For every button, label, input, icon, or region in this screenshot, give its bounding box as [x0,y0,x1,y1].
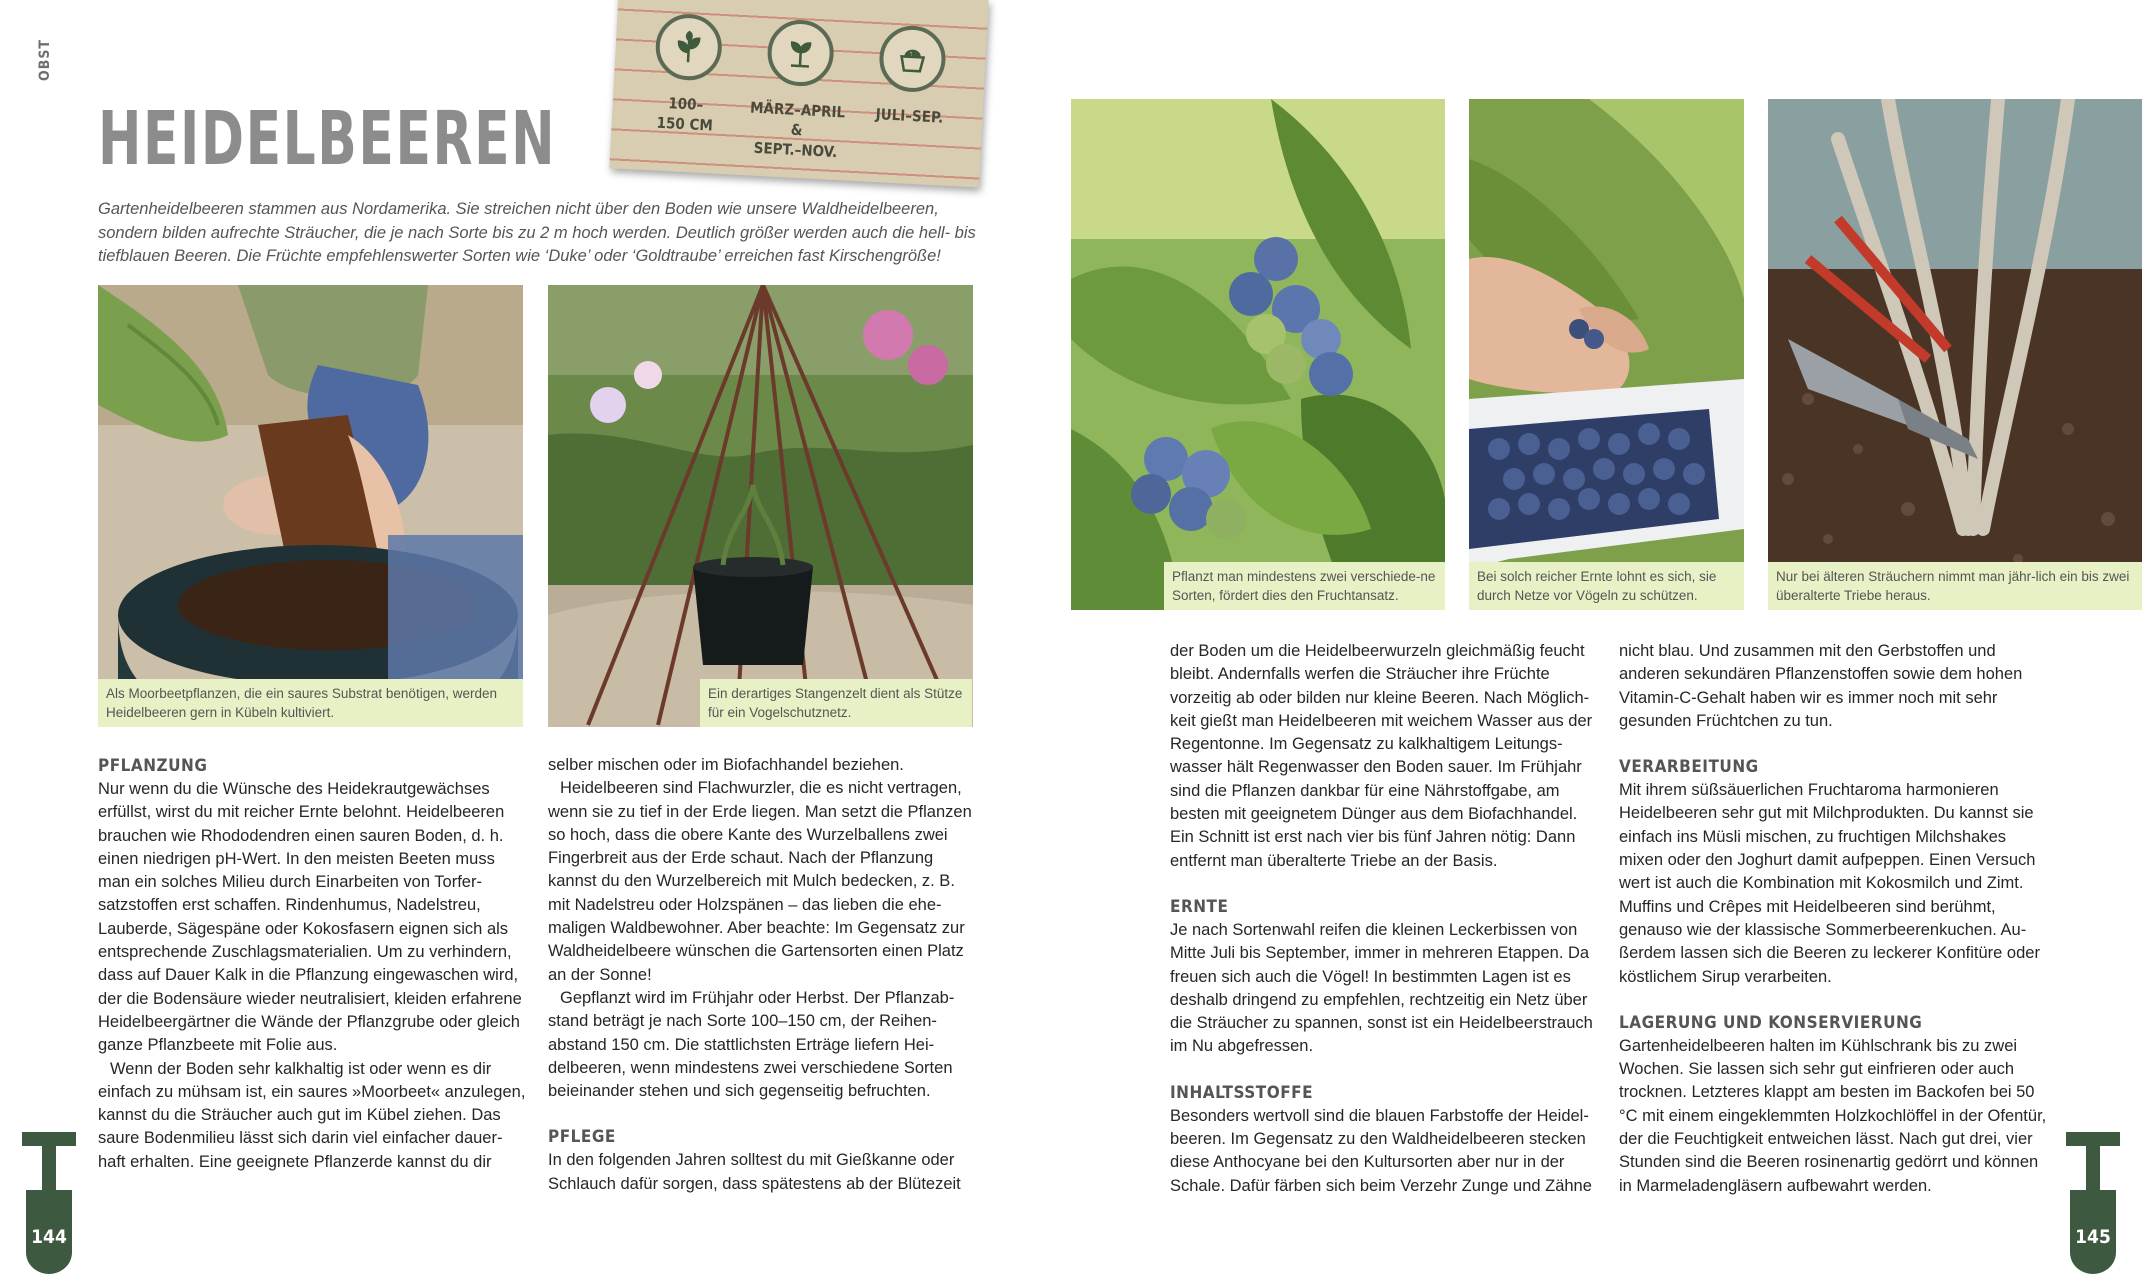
tag-planting-text: MÄRZ–APRIL & SEPT.–NOV. [749,98,846,162]
page-number-left-text: 144 [31,1226,67,1248]
paragraph: Je nach Sortenwahl reifen die kleinen Leckerbissen von Mitte Juli bis September, immer in mehreren Etappen. Da freuen sich auch die Vögel! In bestimmten Lagen ist es deshalb dringend zu empfehlen, rechtzeitig ein Netz über die Sträucher zu spannen, sonst ist ein Heidelbeerstrauch im Nu abgefressen. [1170,920,1593,1056]
caption-right2: Bei solch reicher Ernte lohnt es sich, sie durch Netze vor Vögeln zu schützen. [1469,562,1744,610]
photo-planting-in-pot [98,285,523,727]
page-number-right [2064,1132,2122,1274]
caption-left2: Ein derartiges Stangenzelt dient als Stütze für ein Vogelschutznetz. [700,679,972,727]
heading-pflege: PFLEGE [548,1127,616,1148]
paragraph: der Boden um die Heidelbeerwurzeln gleichmäßig feucht bleibt. Andernfalls werfen die Sträucher ihre Früchte vorzeitig ab oder bilden nur kleine Beeren. Nach Möglich-keit gießt man Heidelbeeren mit weichem Wasser aus der Regentonne. Im Gegensatz zu kalkhaltigem Leitungs-wasser hält Regenwasser den Boden sauer. Im Frühjahr sind die Pflanzen dankbar für eine Nährstoffgabe, am besten mit geeignetem Dünger aus dem Biofachhandel. Ein Schnitt ist erst nach vier bis fünf Jahren nötig: Dann entfernt man überalterte Triebe an der Basis. [1170,642,1593,870]
paragraph: Heidelbeeren sind Flachwurzler, die es nicht vertragen, wenn sie zu tief in der Erde liegen. Man setzt die Pflanzen so hoch, dass die obere Kante des Wurzelballens zwei Fingerbreit aus der Erde schaut. Nach der Pflanzung kannst du den Wurzelbereich mit Mulch bedecken, z. B. mit Nadelstreu oder Holzspänen – das lieben die ehe-maligen Waldbewohner. Aber beachte: Im Gegensatz zur Waldheidelbeere wünschen die Gartensorten einen Platz an der Sonne! [548,779,972,984]
heading-lagerung: LAGERUNG UND KONSERVIERUNG [1619,1012,1923,1033]
photo-pole-tent [548,285,973,727]
text-column-1 [98,754,526,1174]
plant-icon [654,12,723,81]
photo-harvest-bowl [1469,99,1744,610]
paragraph: Nur wenn du die Wünsche des Heidekrautgewächses erfüllst, wirst du mit reicher Ernte belohnt. Heidelbeeren brauchen wie Rhododendren einen sauren Boden, d. h. einen niedrigen pH-Wert. In den meisten Beeten muss man ein solches Milieu durch Einarbeiten von Torfer-satzstoffen erst schaffen. Rindenhumus, Nadelstreu, Lauberde, Sägespäne oder Kokosfasern eignen sich als entsprechende Zuschlagsmaterialien. Um zu verhindern, dass auf Dauer Kalk in die Pflanzung eingewaschen wird, der die Bodensäure wieder neutralisiert, kleiden erfahrene Heidelbeergärtner die Wände der Pflanzgrube oder gleich ganze Pflanzbeete mit Folie aus. [98,780,522,1055]
paragraph: selber mischen oder im Biofachhandel beziehen. [548,756,904,774]
tag-item-planting [740,17,857,163]
paragraph: Wenn der Boden sehr kalkhaltig ist oder wenn es dir einfach zu mühsam ist, ein saures »Moorbeet« anzulegen, kannst du die Sträucher auch gut im Kübel ziehen. Das saure Bodenmilieu lässt sich darin viel einfacher dauer-haft erhalten. Eine geeignete Pflanzerde kannst du dir [98,1059,526,1171]
paragraph: Besonders wertvoll sind die blauen Farbstoffe der Heidel-beeren. Im Gegensatz zu den Waldheidelbeeren stecken diese Anthocyane bei den Kultursorten aber nur in der Schale. Dafür färben sich beim Verzehr Zunge und Zähne [1170,1106,1592,1195]
info-tag [609,0,988,188]
heading-pflanzung: PFLANZUNG [98,756,208,776]
text-column-4 [1619,640,2049,1198]
tag-item-harvest [854,23,969,129]
paragraph: Gartenheidelbeeren halten im Kühlschrank bis zu zwei Wochen. Sie lassen sich sehr gut einfrieren oder auch trocknen. Letzteres klappt am besten im Backofen bei 50 °C mit einem eingeklemmten Holzkochlöffel in der Ofentür, der die Feuchtigkeit entweichen lässt. Nach gut drei, vier Stunden sind die Beeren rosinenartig gedörrt und können in Marmeladengläsern aufbewahrt werden. [1619,1036,2047,1195]
paragraph: In den folgenden Jahren solltest du mit Gießkanne oder Schlauch dafür sorgen, dass spätestens ab der Blütezeit [548,1151,961,1193]
heading-verarbeitung: VERARBEITUNG [1619,757,1759,778]
paragraph: nicht blau. Und zusammen mit den Gerbstoffen und anderen sekundären Pflanzenstoffen sowie dem hohen Vitamin-C-Gehalt haben wir es immer noch mit sehr gesunden Früchtchen zu tun. [1619,642,2023,730]
caption-left1: Als Moorbeetpflanzen, die ein saures Substrat benötigen, werden Heidelbeeren gern in Kübeln kultiviert. [98,679,523,727]
heading-inhaltsstoffe: INHALTSSTOFFE [1170,1082,1314,1103]
caption-right3: Nur bei älteren Sträuchern nimmt man jähr-lich ein bis zwei überalterte Triebe heraus. [1768,562,2142,610]
tag-harvest-text: JULI–SEP. [875,105,944,127]
paragraph: Gepflanzt wird im Frühjahr oder Herbst. Der Pflanzab-stand beträgt je nach Sorte 100–150 cm, der Reihen-abstand 150 cm. Die stattlichsten Erträge liefern Hei-delbeeren, wenn mindestens zwei verschiedene Sorten beieinander stehen und sich gegenseitig befruchten. [548,988,955,1101]
intro-text: Gartenheidelbeeren stammen aus Nordamerika. Sie streichen nicht über den Boden wie unsere Waldheidelbeeren, sondern bilden aufrechte Sträucher, die je nach Sorte bis zu 2 m hoch werden. Deutlich größer werden auch die hell- bis tiefblauen Beeren. Die Früchte empfehlenswerter Sorten wie ‘Duke’ oder ‘Goldtraube’ erreichen fast Kirschengröße! [98,200,976,265]
photo-pruning [1768,99,2142,610]
text-column-2 [548,754,976,1196]
seedling-icon [766,18,835,87]
basket-icon [878,24,947,93]
photo-blueberries-bush [1071,99,1445,610]
page-number-right-text: 145 [2075,1226,2111,1248]
page-title: HEIDELBEEREN [98,96,557,182]
caption-right1: Pflanzt man mindestens zwei verschiede-ne Sorten, fördert dies den Fruchtansatz. [1164,562,1445,610]
heading-ernte: ERNTE [1170,896,1229,917]
page-number-left [20,1132,78,1274]
paragraph: Mit ihrem süßsäuerlichen Fruchtaroma harmonieren Heidelbeeren sehr gut mit Milchprodukten. Du kannst sie einfach ins Müsli mischen, zu fruchtigen Milchshakes mixen oder den Joghurt damit aufpeppen. Einen Versuch wert ist auch die Kombination mit Kokosmilch und Zimt. Muffins und Crêpes mit Heidelbeeren sind berühmt, genauso wie der klassische Sommerbeerenkuchen. Au-ßerdem lassen sich die Beeren zu leckerer Konfitüre oder köstlichem Sirup verarbeiten. [1619,781,2040,986]
tag-height-text: 100– 150 CM [656,94,714,135]
text-column-3 [1170,640,1600,1198]
tag-item-height [629,11,745,137]
section-label: OBST [37,39,53,81]
